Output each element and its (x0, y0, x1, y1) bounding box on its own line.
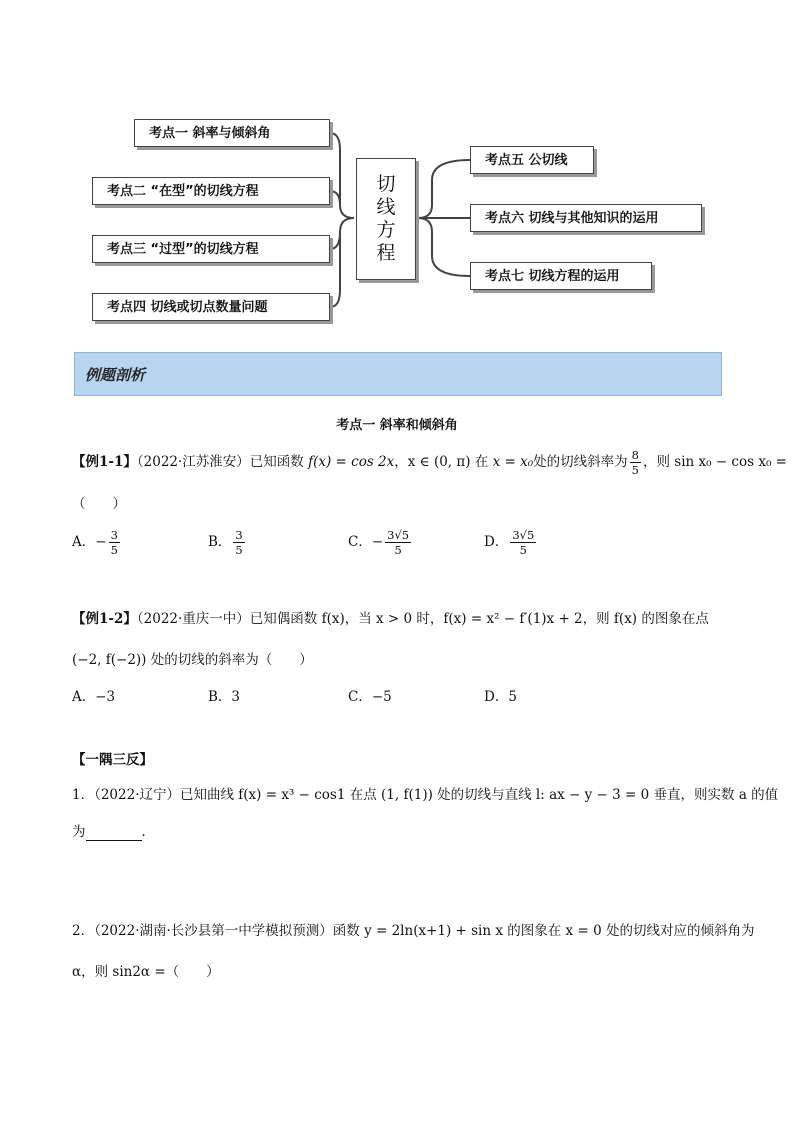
option-den: 5 (394, 543, 402, 557)
option-label: A． (72, 534, 96, 550)
option-sign: − (371, 534, 384, 550)
practice-q2: 2．（2022·湖南·长沙县第一中学模拟预测）函数 y = 2ln(x+1) + sin x 的图象在 x = 0 处的切线对应的倾斜角为 (72, 923, 755, 939)
mindmap-node-1: 考点一 斜率与倾斜角 (134, 119, 330, 147)
option-num: 3 (235, 528, 243, 542)
mindmap-node-3: 考点三 “过型”的切线方程 (92, 235, 330, 263)
mindmap-node-7: 考点七 切线方程的运用 (470, 262, 652, 290)
q1-end: ． (141, 824, 155, 840)
mindmap-center-char: 程 (376, 242, 396, 264)
example-1-1-paren: （ ） (72, 496, 126, 512)
option-num: 3√5 (512, 528, 535, 542)
example-1-1-line (72, 448, 787, 477)
slope-fraction (630, 448, 641, 477)
option-c: C．−5 (348, 689, 392, 705)
option-b (208, 528, 247, 557)
option-num: 3√5 (387, 528, 410, 542)
mindmap-center-char: 切 (376, 173, 396, 195)
option-label: D． (484, 534, 509, 550)
example-1-2-line (72, 607, 709, 627)
option-b: B．3 (208, 689, 241, 705)
section-banner (74, 352, 722, 396)
option-fraction (510, 528, 536, 557)
section-title: 考点一 斜率和倾斜角 (336, 418, 458, 433)
option-fraction (233, 528, 244, 557)
option-label: B． (208, 534, 232, 550)
mindmap-node-2: 考点二 “在型”的切线方程 (92, 177, 330, 205)
banner-title: 例题剖析 (85, 366, 146, 384)
domain-text: ，x ∈ (0, π) 在 (394, 454, 489, 470)
mindmap-center (356, 158, 416, 280)
mid-text: 处的切线斜率为 (533, 454, 628, 470)
option-fraction (385, 528, 411, 557)
practice-q1-line2 (72, 820, 155, 841)
slope-den: 5 (631, 463, 639, 477)
mindmap-node-5: 考点五 公切线 (470, 146, 594, 174)
option-c (348, 528, 413, 557)
option-den: 5 (519, 543, 527, 557)
mindmap-center-char: 方 (376, 219, 396, 241)
practice-header: 【一隅三反】 (72, 752, 153, 768)
function-expr: f(x) = cos 2x (308, 454, 395, 470)
answer-blank (86, 824, 142, 841)
example-tag: 【例1-1】 (72, 454, 137, 470)
mindmap-node-6: 考点六 切线与其他知识的运用 (470, 204, 702, 232)
mindmap-node-4: 考点四 切线或切点数量问题 (92, 293, 330, 321)
practice-q2-line2: α，则 sin2α =（ ） (72, 964, 220, 980)
example-tag: 【例1-2】 (72, 611, 137, 627)
option-a (72, 528, 122, 557)
option-num: 3 (110, 528, 118, 542)
option-label: C． (348, 534, 372, 550)
option-d (484, 528, 538, 557)
example-source: （2022·江苏淮安）已知函数 (136, 454, 304, 470)
option-sign: − (95, 534, 107, 550)
point-expr: x = x₀ (492, 454, 534, 470)
example-1-2-line2: (−2, f(−2)) 处的切线的斜率为（ ） (72, 652, 313, 668)
slope-num: 8 (631, 448, 639, 462)
tail-text: ，则 sin x₀ − cos x₀ = (642, 454, 787, 470)
q1-prefix: 为 (72, 824, 86, 840)
option-a: A．−3 (72, 689, 116, 705)
option-den: 5 (110, 543, 118, 557)
option-den: 5 (235, 543, 243, 557)
mindmap-center-char: 线 (376, 196, 396, 218)
practice-q1: 1．（2022·辽宁）已知曲线 f(x) = x³ − cos1 在点 (1, f(1)) 处的切线与直线 l: ax − y − 3 = 0 垂直，则实数 a 的值 (72, 787, 779, 803)
option-fraction (109, 528, 120, 557)
example-text: （2022·重庆一中）已知偶函数 f(x)，当 x > 0 时，f(x) = x² − f′(1)x + 2，则 f(x) 的图象在点 (136, 611, 709, 627)
option-d: D．5 (484, 689, 517, 705)
